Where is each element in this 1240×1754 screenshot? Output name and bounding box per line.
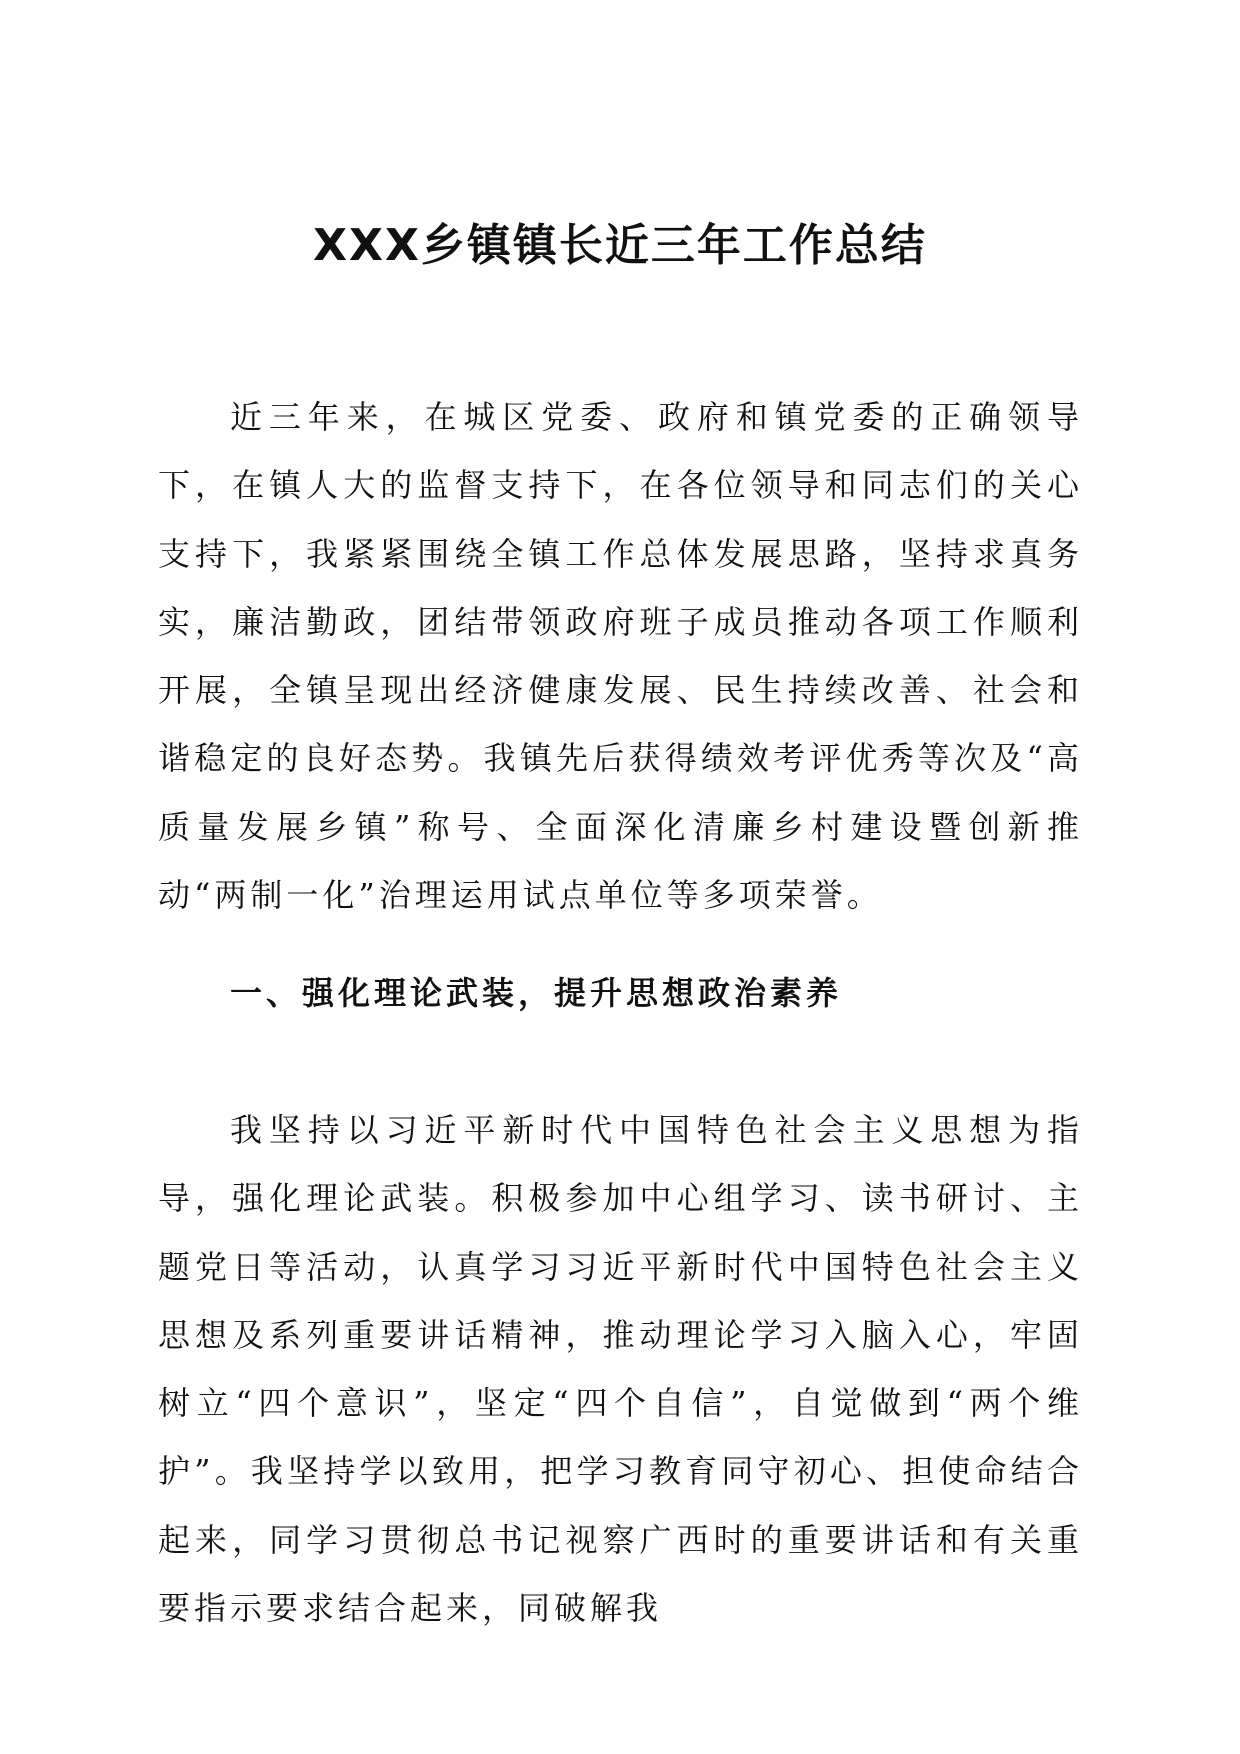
document-title: XXX乡镇镇长近三年工作总结 xyxy=(313,220,927,271)
section-1-paragraph: 我坚持以习近平新时代中国特色社会主义思想为指导，强化理论武装。积极参加中心组学习、读书研讨、主题党日等活动，认真学习习近平新时代中国特色社会主义思想及系列重要讲话精神，推动理论学习入脑入心，牢固树立“四个意识”，坚定“四个自信”，自觉做到“两个维护”。我坚持学以致用，把学习教育同守初心、担使命结合起来，同学习贯彻总书记视察广西时的重要讲话和有关重要指示要求结合起来，同破解我 xyxy=(158,1111,1083,1628)
intro-paragraph: 近三年来，在城区党委、政府和镇党委的正确领导下，在镇人大的监督支持下，在各位领导和同志们的关心支持下，我紧紧围绕全镇工作总体发展思路，坚持求真务实，廉洁勤政，团结带领政府班子成员推动各项工作顺利开展，全镇呈现出经济健康发展、民生持续改善、社会和谐稳定的良好态势。我镇先后获得绩效考评优秀等次及“高质量发展乡镇”称号、全面深化清廉乡村建设暨创新推动“两制一化”治理运用试点单位等多项荣誉。 xyxy=(158,398,1083,915)
section-heading-1: 一、强化理论武装，提升思想政治素养 xyxy=(230,974,843,1012)
